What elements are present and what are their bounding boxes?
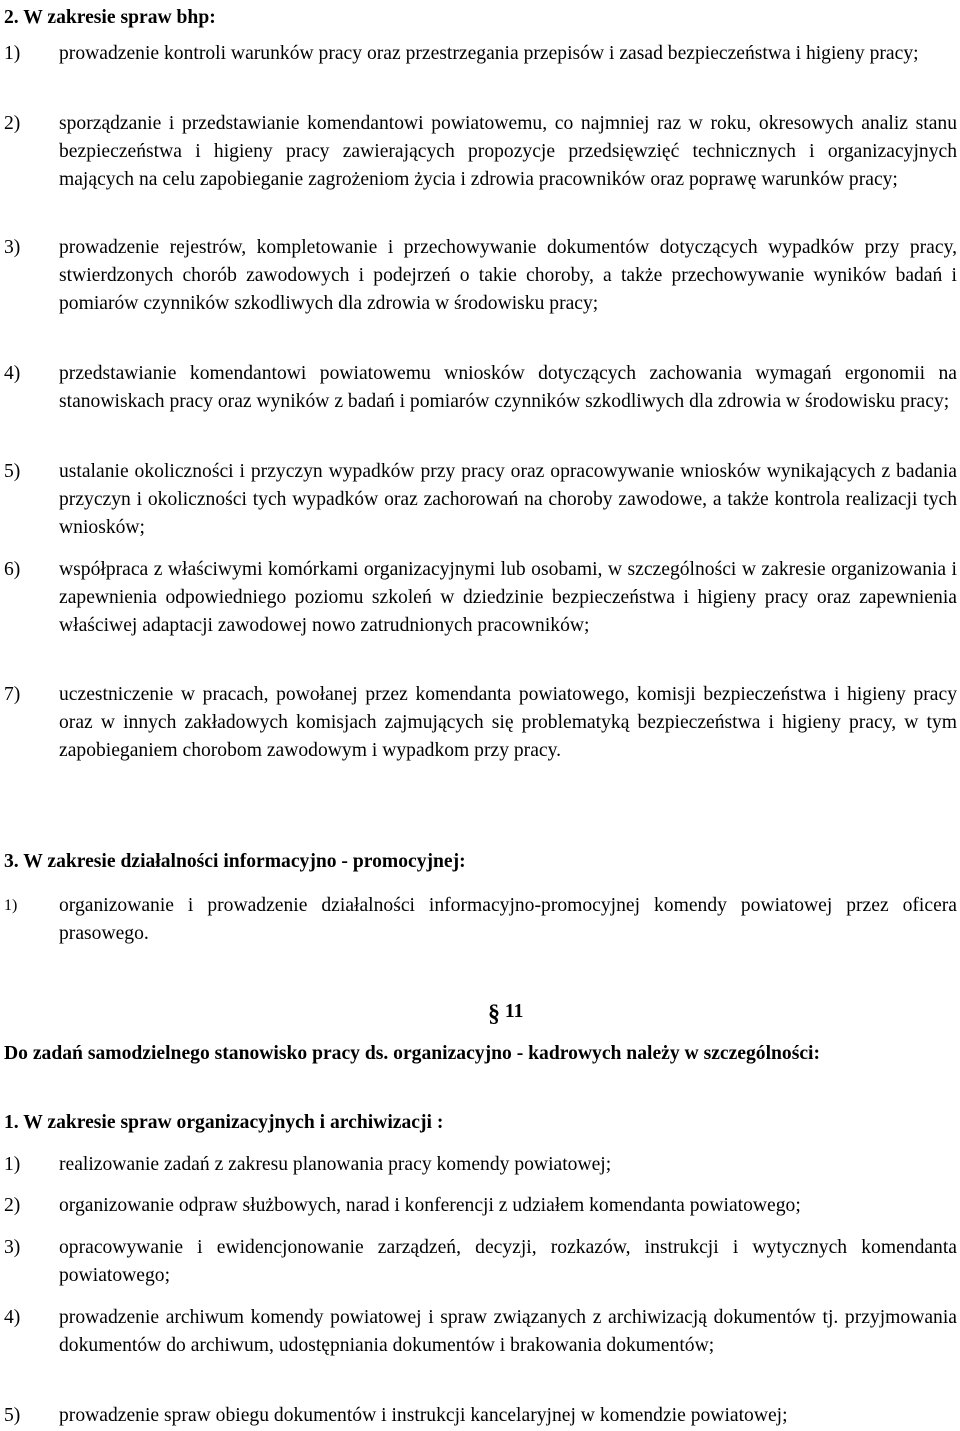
item-number: 7) bbox=[4, 684, 21, 705]
item-text: organizowanie odpraw służbowych, narad i konferencji z udziałem komendanta powiatowego; bbox=[59, 1195, 801, 1216]
paragraph-number bbox=[488, 998, 523, 1028]
item-number: 4) bbox=[4, 1307, 21, 1328]
item-number: 1) bbox=[4, 1154, 21, 1175]
item-text: opracowywanie i ewidencjonowanie zarządzeń, decyzji, rozkazów, instrukcji i wytycznych komendanta powiatowego; bbox=[59, 1237, 957, 1286]
item-number: 2) bbox=[4, 1195, 21, 1216]
section-2-item-3 bbox=[4, 234, 957, 318]
section-1-item-3 bbox=[4, 1234, 957, 1290]
section-2-item-1 bbox=[4, 40, 957, 68]
section-2-heading: 2. W zakresie spraw bhp: bbox=[4, 7, 216, 28]
item-text: ustalanie okoliczności i przyczyn wypadków przy pracy oraz opracowywanie wniosków wynikających z badania przyczyn i okoliczności tych wypadków oraz zachorowań na choroby zawodowe, a także kontrola realizacji tych wniosków; bbox=[59, 461, 957, 538]
section-2-item-6 bbox=[4, 556, 957, 640]
section-3-item-1 bbox=[4, 892, 957, 948]
section-3-heading: 3. W zakresie działalności informacyjno - promocyjnej: bbox=[4, 851, 466, 872]
item-number: 3) bbox=[4, 1237, 21, 1258]
item-number: 1) bbox=[4, 897, 18, 914]
item-text: uczestniczenie w pracach, powołanej przez komendanta powiatowego, komisji bezpieczeństwa i higieny pracy oraz w innych zakładowych komisjach zajmujących się problematyką bezpieczeństwa i higieny pracy, w tym zapobieganiem chorobom zawodowym i wypadkom przy pracy. bbox=[59, 684, 957, 761]
item-number: 5) bbox=[4, 1405, 21, 1426]
item-number: 3) bbox=[4, 237, 21, 258]
item-text: prowadzenie archiwum komendy powiatowej i spraw związanych z archiwizacją dokumentów tj. przyjmowania dokumentów do archiwum, udostępniania dokumentów i brakowania dokumentów; bbox=[59, 1307, 957, 1356]
item-text: przedstawianie komendantowi powiatowemu wniosków dotyczących zachowania wymagań ergonomii na stanowiskach pracy oraz wyników z badań i pomiarów czynników szkodliwych dla zdrowia w środowisku pracy; bbox=[59, 363, 957, 412]
section-2-item-5 bbox=[4, 458, 957, 542]
item-number: 5) bbox=[4, 461, 21, 482]
section-1-item-4 bbox=[4, 1304, 957, 1360]
item-number: 4) bbox=[4, 363, 21, 384]
item-text: sporządzanie i przedstawianie komendantowi powiatowemu, co najmniej raz w roku, okresowych analiz stanu bezpieczeństwa i higieny pracy zawierających propozycje przedsięwzięć technicznych i organizacyjnych mających na celu zapobieganie zagrożeniom życia i zdrowia pracowników oraz poprawę warunków pracy; bbox=[59, 113, 957, 190]
section-sign: § bbox=[488, 1001, 500, 1027]
item-number: 1) bbox=[4, 43, 21, 64]
section-2-item-7 bbox=[4, 681, 957, 765]
section-1-item-5 bbox=[4, 1402, 957, 1430]
item-text: prowadzenie kontroli warunków pracy oraz przestrzegania przepisów i zasad bezpieczeństwa i higieny pracy; bbox=[59, 43, 919, 64]
section-1-heading: 1. W zakresie spraw organizacyjnych i archiwizacji : bbox=[4, 1112, 444, 1133]
paragraph-intro: Do zadań samodzielnego stanowisko pracy ds. organizacyjno - kadrowych należy w szczególności: bbox=[4, 1043, 821, 1064]
item-text: realizowanie zadań z zakresu planowania pracy komendy powiatowej; bbox=[59, 1154, 612, 1175]
section-2-item-4 bbox=[4, 360, 957, 416]
section-1-item-1 bbox=[4, 1151, 957, 1179]
item-text: prowadzenie spraw obiegu dokumentów i instrukcji kancelaryjnej w komendzie powiatowej; bbox=[59, 1405, 788, 1426]
item-text: prowadzenie rejestrów, kompletowanie i przechowywanie dokumentów dotyczących wypadków przy pracy, stwierdzonych chorób zawodowych i podejrzeń o takie choroby, a także przechowywanie wyników badań i pomiarów czynników szkodliwych dla zdrowia w środowisku pracy; bbox=[59, 237, 957, 314]
item-text: współpraca z właściwymi komórkami organizacyjnymi lub osobami, w szczególności w zakresie organizowania i zapewnienia odpowiedniego poziomu szkoleń w dziedzinie bezpieczeństwa i higieny pracy oraz zapewnienia właściwej adaptacji zawodowej nowo zatrudnionych pracowników; bbox=[59, 559, 957, 636]
item-text: organizowanie i prowadzenie działalności informacyjno-promocyjnej komendy powiatowej przez oficera prasowego. bbox=[59, 895, 957, 944]
section-1-item-2 bbox=[4, 1192, 957, 1220]
item-number: 6) bbox=[4, 559, 21, 580]
section-2-item-2 bbox=[4, 110, 957, 194]
paragraph-number-value: 11 bbox=[504, 1001, 524, 1022]
item-number: 2) bbox=[4, 113, 21, 134]
